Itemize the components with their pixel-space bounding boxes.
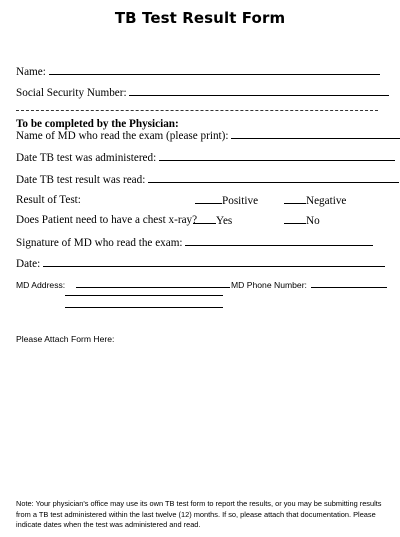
signature-label: Signature of MD who read the exam: [16, 237, 183, 249]
md-phone-row [231, 278, 387, 292]
xray-yes-blank[interactable] [193, 213, 216, 224]
negative-label: Negative [306, 195, 347, 207]
md-address-line-3[interactable] [65, 300, 223, 308]
name-row [16, 64, 380, 79]
footer-note: Note: Your physician's office may use its own TB test form to report the results, or you may be submitting results from a TB test administered within the last twelve (12) months. If so, please attach that documentation. Please indicate dates when the test was administered and read. [16, 499, 382, 530]
xray-yes-label: Yes [216, 215, 233, 227]
date-read-label: Date TB test result was read: [16, 174, 146, 186]
result-positive-option [195, 193, 258, 208]
md-phone-label: MD Phone Number: [231, 280, 307, 290]
physician-heading: To be completed by the Physician: [16, 118, 179, 130]
negative-blank[interactable] [284, 193, 306, 204]
ssn-label: Social Security Number: [16, 87, 127, 99]
md-address-line-2[interactable] [65, 288, 223, 296]
signature-field[interactable] [185, 235, 373, 246]
positive-blank[interactable] [195, 193, 222, 204]
ssn-field[interactable] [129, 85, 389, 96]
xray-no-blank[interactable] [284, 213, 306, 224]
name-label: Name: [16, 66, 46, 78]
form-title: TB Test Result Form [114, 9, 286, 27]
md-name-field[interactable] [231, 128, 400, 139]
date-field[interactable] [43, 256, 385, 267]
md-address-line-1[interactable] [76, 279, 230, 288]
name-field[interactable] [49, 64, 380, 75]
md-name-row [16, 128, 400, 143]
date-row [16, 256, 385, 271]
date-label: Date: [16, 258, 41, 270]
section-divider [16, 110, 378, 112]
date-read-field[interactable] [148, 172, 399, 183]
ssn-row [16, 85, 389, 100]
xray-no-option [284, 213, 320, 228]
xray-yes-option [193, 213, 232, 228]
result-label: Result of Test: [16, 194, 81, 206]
positive-label: Positive [222, 195, 259, 207]
signature-row [16, 235, 373, 250]
date-administered-label: Date TB test was administered: [16, 152, 157, 164]
xray-label: Does Patient need to have a chest x-ray? [16, 214, 198, 226]
xray-no-label: No [306, 215, 320, 227]
md-name-label: Name of MD who read the exam (please print): [16, 130, 229, 142]
date-administered-field[interactable] [159, 150, 395, 161]
attach-label: Please Attach Form Here: [16, 334, 115, 344]
date-read-row [16, 172, 399, 187]
md-phone-field[interactable] [311, 279, 387, 288]
date-administered-row [16, 150, 395, 165]
md-address-label: MD Address: [16, 280, 66, 290]
result-negative-option [284, 193, 346, 208]
